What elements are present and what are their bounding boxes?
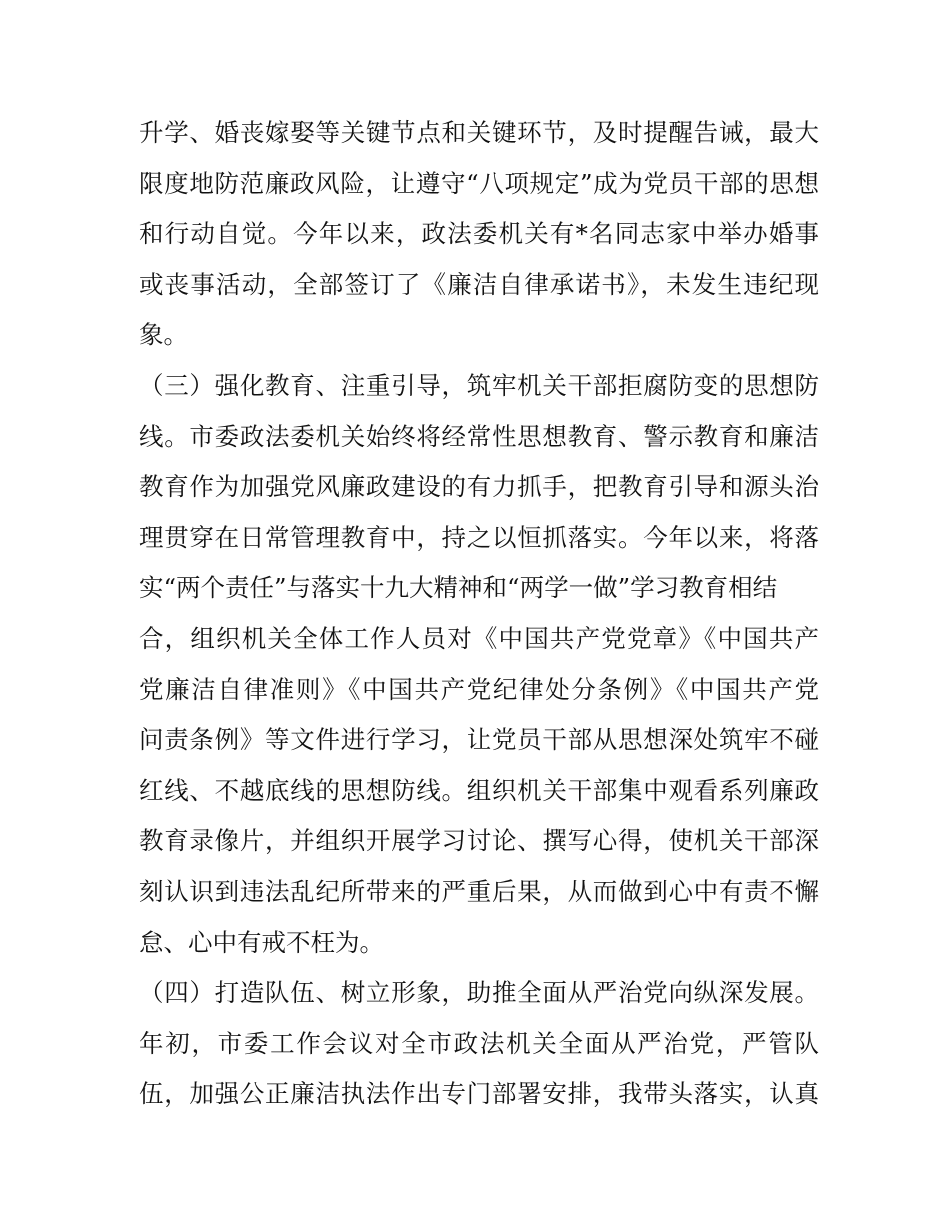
body-text: [139, 108, 819, 1120]
text-line: 党廉洁自律准则》《中国共产党纪律处分条例》《中国共产党: [139, 674, 819, 704]
text-line: 理贯穿在日常管理教育中，持之以恒抓落实。今年以来，将落: [139, 522, 819, 552]
text-line: 象。: [139, 320, 188, 350]
text-line: 升学、婚丧嫁娶等关键节点和关键环节，及时提醒告诫，最大: [139, 118, 819, 147]
section-heading-line: （三）强化教育、注重引导，筑牢机关干部拒腐防变的思想防: [139, 370, 819, 400]
text-line: 怠、心中有戒不枉为。: [139, 927, 384, 957]
text-line: 教育作为加强党风廉政建设的有力抓手，把教育引导和源头治: [139, 472, 819, 502]
text-line: 或丧事活动，全部签订了《廉洁自律承诺书》，未发生违纪现: [139, 269, 819, 299]
text-line: 年初，市委工作会议对全市政法机关全面从严治党，严管队: [139, 1028, 819, 1058]
text-line: 和行动自觉。今年以来，政法委机关有*名同志家中举办婚事: [139, 219, 819, 249]
text-line: 刻认识到违法乱纪所带来的严重后果，从而做到心中有责不懈: [139, 876, 819, 906]
text-line: 教育录像片，并组织开展学习讨论、撰写心得，使机关干部深: [139, 826, 819, 856]
text-line: 红线、不越底线的思想防线。组织机关干部集中观看系列廉政: [139, 775, 819, 805]
text-line: 线。市委政法委机关始终将经常性思想教育、警示教育和廉洁: [139, 421, 819, 451]
text-line: 实“两个责任”与落实十九大精神和“两学一做”学习教育相结: [139, 573, 778, 603]
text-line: 合，组织机关全体工作人员对《中国共产党党章》《中国共产: [139, 623, 819, 653]
section-heading-line: （四）打造队伍、树立形象，助推全面从严治党向纵深发展。: [139, 978, 819, 1008]
text-line: 限度地防范廉政风险，让遵守“八项规定”成为党员干部的思想: [139, 168, 819, 198]
text-line: 伍，加强公正廉洁执法作出专门部署安排，我带头落实，认真: [139, 1079, 819, 1109]
text-line: 问责条例》等文件进行学习，让党员干部从思想深处筑牢不碰: [139, 725, 819, 755]
